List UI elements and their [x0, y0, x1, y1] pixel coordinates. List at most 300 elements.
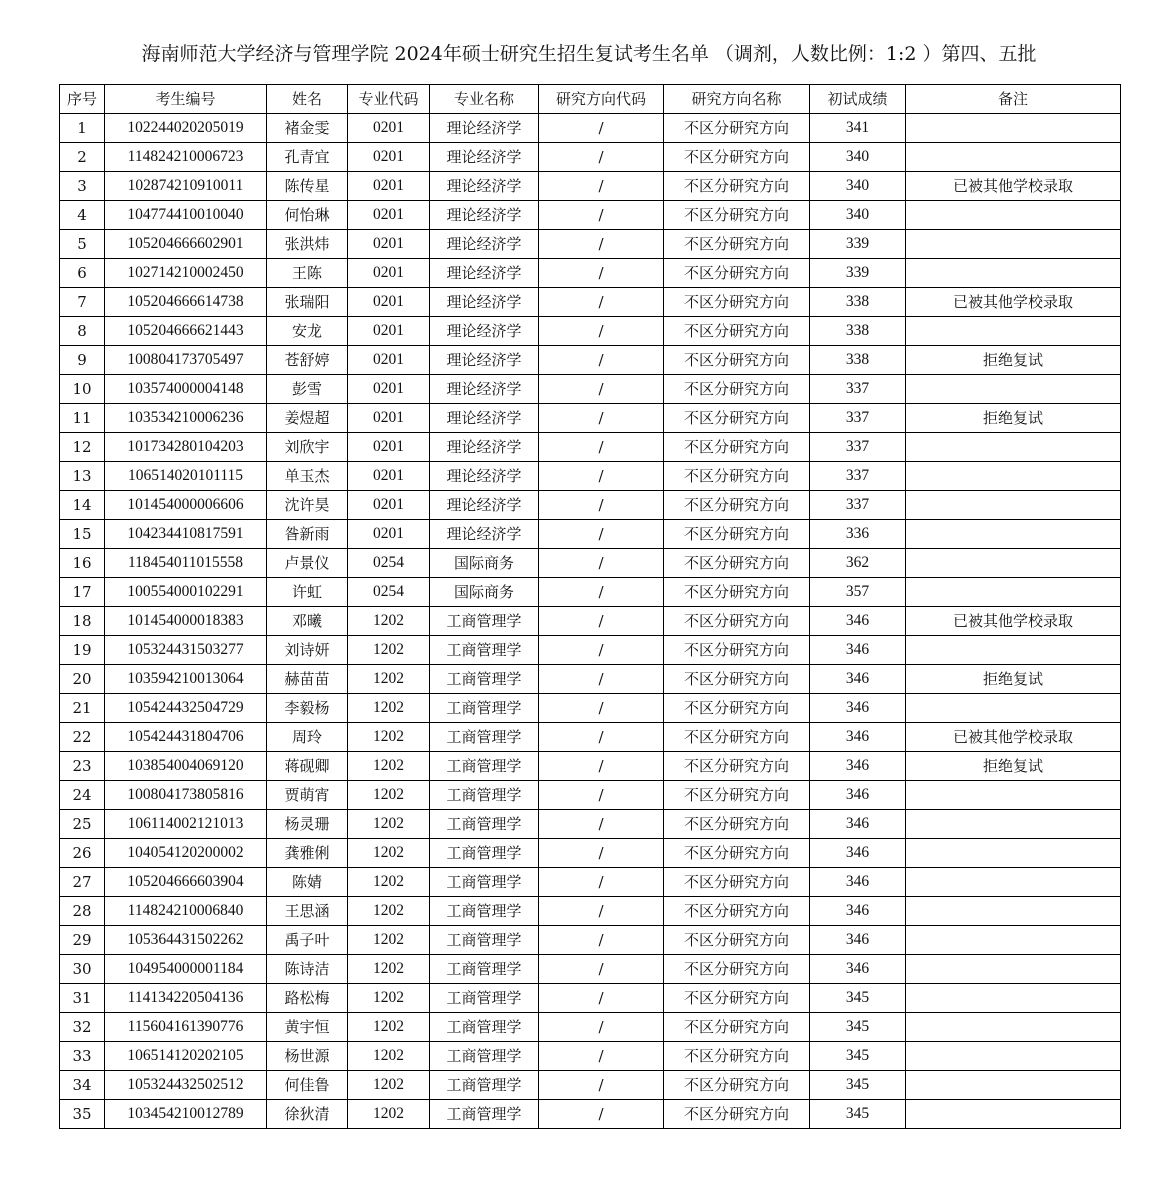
cell-note	[906, 114, 1121, 143]
cell-name: 刘欣宇	[267, 433, 348, 462]
cell-major-code: 1202	[348, 1100, 430, 1129]
cell-note: 拒绝复试	[906, 665, 1121, 694]
table-row	[60, 404, 1121, 433]
cell-candidate-id: 104774410010040	[105, 201, 267, 230]
cell-note: 已被其他学校录取	[906, 288, 1121, 317]
cell-candidate-id: 105324432502512	[105, 1071, 267, 1100]
table-row	[60, 1071, 1121, 1100]
cell-note: 已被其他学校录取	[906, 607, 1121, 636]
candidate-table	[59, 84, 1121, 1129]
cell-major-name: 工商管理学	[430, 1042, 539, 1071]
cell-name: 陈诗洁	[267, 955, 348, 984]
cell-score: 336	[810, 520, 906, 549]
cell-no: 5	[60, 230, 105, 259]
table-row	[60, 810, 1121, 839]
table-row	[60, 259, 1121, 288]
cell-no: 31	[60, 984, 105, 1013]
cell-candidate-id: 114824210006840	[105, 897, 267, 926]
cell-direction-code: /	[539, 1100, 664, 1129]
cell-direction-code: /	[539, 665, 664, 694]
table-row	[60, 346, 1121, 375]
cell-direction-code: /	[539, 636, 664, 665]
cell-direction-name: 不区分研究方向	[664, 955, 810, 984]
cell-major-name: 理论经济学	[430, 143, 539, 172]
cell-name: 苍舒婷	[267, 346, 348, 375]
cell-candidate-id: 115604161390776	[105, 1013, 267, 1042]
cell-major-code: 1202	[348, 1013, 430, 1042]
header-direction-name: 研究方向名称	[664, 85, 810, 114]
cell-name: 卢景仪	[267, 549, 348, 578]
cell-note	[906, 375, 1121, 404]
cell-major-code: 1202	[348, 665, 430, 694]
cell-major-name: 理论经济学	[430, 491, 539, 520]
cell-no: 19	[60, 636, 105, 665]
cell-major-code: 1202	[348, 636, 430, 665]
cell-no: 26	[60, 839, 105, 868]
cell-major-code: 0201	[348, 491, 430, 520]
cell-candidate-id: 104954000001184	[105, 955, 267, 984]
cell-direction-name: 不区分研究方向	[664, 462, 810, 491]
cell-note	[906, 694, 1121, 723]
cell-candidate-id: 114824210006723	[105, 143, 267, 172]
cell-no: 17	[60, 578, 105, 607]
cell-candidate-id: 105204666602901	[105, 230, 267, 259]
table-row	[60, 839, 1121, 868]
cell-no: 2	[60, 143, 105, 172]
cell-name: 张洪炜	[267, 230, 348, 259]
cell-no: 13	[60, 462, 105, 491]
cell-score: 341	[810, 114, 906, 143]
cell-direction-name: 不区分研究方向	[664, 172, 810, 201]
cell-score: 345	[810, 1042, 906, 1071]
cell-direction-code: /	[539, 926, 664, 955]
cell-note	[906, 578, 1121, 607]
table-row	[60, 375, 1121, 404]
cell-score: 346	[810, 868, 906, 897]
cell-major-name: 工商管理学	[430, 868, 539, 897]
cell-note	[906, 462, 1121, 491]
table-row	[60, 607, 1121, 636]
cell-no: 30	[60, 955, 105, 984]
cell-direction-name: 不区分研究方向	[664, 839, 810, 868]
cell-major-code: 1202	[348, 897, 430, 926]
cell-direction-name: 不区分研究方向	[664, 1071, 810, 1100]
cell-major-name: 工商管理学	[430, 665, 539, 694]
cell-direction-code: /	[539, 781, 664, 810]
cell-no: 18	[60, 607, 105, 636]
cell-major-code: 0201	[348, 375, 430, 404]
cell-no: 25	[60, 810, 105, 839]
cell-name: 周玲	[267, 723, 348, 752]
cell-major-code: 0201	[348, 433, 430, 462]
header-direction-code: 研究方向代码	[539, 85, 664, 114]
cell-candidate-id: 102714210002450	[105, 259, 267, 288]
cell-score: 346	[810, 752, 906, 781]
header-note: 备注	[906, 85, 1121, 114]
table-row	[60, 868, 1121, 897]
cell-candidate-id: 103594210013064	[105, 665, 267, 694]
cell-major-name: 工商管理学	[430, 839, 539, 868]
cell-no: 33	[60, 1042, 105, 1071]
cell-candidate-id: 114134220504136	[105, 984, 267, 1013]
cell-major-name: 工商管理学	[430, 1013, 539, 1042]
cell-no: 22	[60, 723, 105, 752]
table-row	[60, 1100, 1121, 1129]
cell-direction-name: 不区分研究方向	[664, 636, 810, 665]
cell-no: 3	[60, 172, 105, 201]
cell-direction-code: /	[539, 984, 664, 1013]
cell-name: 禹子叶	[267, 926, 348, 955]
cell-note	[906, 520, 1121, 549]
cell-score: 345	[810, 1100, 906, 1129]
table-row	[60, 520, 1121, 549]
cell-direction-code: /	[539, 955, 664, 984]
cell-direction-code: /	[539, 694, 664, 723]
cell-major-code: 0201	[348, 172, 430, 201]
table-body	[60, 114, 1121, 1129]
cell-candidate-id: 103454210012789	[105, 1100, 267, 1129]
cell-no: 34	[60, 1071, 105, 1100]
table-row	[60, 462, 1121, 491]
cell-candidate-id: 106114002121013	[105, 810, 267, 839]
cell-no: 1	[60, 114, 105, 143]
cell-major-name: 理论经济学	[430, 201, 539, 230]
table-row	[60, 636, 1121, 665]
cell-note	[906, 868, 1121, 897]
cell-score: 345	[810, 984, 906, 1013]
cell-direction-name: 不区分研究方向	[664, 897, 810, 926]
table-row	[60, 955, 1121, 984]
table-row	[60, 143, 1121, 172]
cell-score: 346	[810, 723, 906, 752]
cell-major-name: 理论经济学	[430, 520, 539, 549]
cell-note: 已被其他学校录取	[906, 723, 1121, 752]
cell-major-name: 工商管理学	[430, 723, 539, 752]
cell-name: 姜煜超	[267, 404, 348, 433]
cell-no: 16	[60, 549, 105, 578]
cell-score: 340	[810, 201, 906, 230]
cell-direction-code: /	[539, 375, 664, 404]
cell-direction-code: /	[539, 433, 664, 462]
cell-major-name: 理论经济学	[430, 230, 539, 259]
table-row	[60, 201, 1121, 230]
cell-major-code: 1202	[348, 810, 430, 839]
cell-score: 346	[810, 955, 906, 984]
cell-no: 35	[60, 1100, 105, 1129]
cell-score: 346	[810, 636, 906, 665]
cell-major-code: 0201	[348, 288, 430, 317]
cell-note	[906, 955, 1121, 984]
table-row	[60, 549, 1121, 578]
cell-candidate-id: 100804173705497	[105, 346, 267, 375]
cell-direction-code: /	[539, 259, 664, 288]
cell-direction-name: 不区分研究方向	[664, 491, 810, 520]
cell-major-name: 工商管理学	[430, 752, 539, 781]
cell-note	[906, 1100, 1121, 1129]
cell-candidate-id: 101454000018383	[105, 607, 267, 636]
cell-direction-name: 不区分研究方向	[664, 723, 810, 752]
cell-score: 346	[810, 897, 906, 926]
cell-direction-name: 不区分研究方向	[664, 984, 810, 1013]
cell-candidate-id: 104234410817591	[105, 520, 267, 549]
cell-name: 孔青宜	[267, 143, 348, 172]
cell-name: 陈传星	[267, 172, 348, 201]
cell-note	[906, 1013, 1121, 1042]
cell-no: 23	[60, 752, 105, 781]
table-row	[60, 926, 1121, 955]
cell-direction-code: /	[539, 607, 664, 636]
cell-score: 338	[810, 346, 906, 375]
cell-direction-name: 不区分研究方向	[664, 317, 810, 346]
cell-name: 许虹	[267, 578, 348, 607]
cell-major-code: 0201	[348, 462, 430, 491]
cell-no: 10	[60, 375, 105, 404]
cell-major-code: 0254	[348, 578, 430, 607]
cell-score: 337	[810, 491, 906, 520]
cell-direction-name: 不区分研究方向	[664, 143, 810, 172]
table-row	[60, 433, 1121, 462]
cell-direction-name: 不区分研究方向	[664, 230, 810, 259]
cell-name: 彭雪	[267, 375, 348, 404]
cell-name: 张瑞阳	[267, 288, 348, 317]
cell-major-code: 0201	[348, 201, 430, 230]
table-row	[60, 578, 1121, 607]
cell-score: 362	[810, 549, 906, 578]
cell-major-name: 工商管理学	[430, 984, 539, 1013]
cell-score: 338	[810, 288, 906, 317]
cell-direction-name: 不区分研究方向	[664, 288, 810, 317]
cell-direction-code: /	[539, 549, 664, 578]
cell-name: 路松梅	[267, 984, 348, 1013]
cell-score: 346	[810, 810, 906, 839]
table-row	[60, 230, 1121, 259]
cell-direction-code: /	[539, 578, 664, 607]
cell-major-name: 理论经济学	[430, 346, 539, 375]
cell-major-name: 国际商务	[430, 549, 539, 578]
cell-direction-code: /	[539, 317, 664, 346]
cell-major-name: 理论经济学	[430, 114, 539, 143]
cell-direction-code: /	[539, 230, 664, 259]
cell-direction-name: 不区分研究方向	[664, 201, 810, 230]
cell-major-code: 1202	[348, 1071, 430, 1100]
cell-note: 拒绝复试	[906, 404, 1121, 433]
cell-direction-name: 不区分研究方向	[664, 346, 810, 375]
cell-name: 邓曦	[267, 607, 348, 636]
cell-major-name: 工商管理学	[430, 955, 539, 984]
cell-candidate-id: 103574000004148	[105, 375, 267, 404]
cell-no: 15	[60, 520, 105, 549]
cell-major-code: 0201	[348, 404, 430, 433]
cell-note	[906, 1042, 1121, 1071]
cell-direction-code: /	[539, 114, 664, 143]
cell-name: 赫苗苗	[267, 665, 348, 694]
cell-name: 单玉杰	[267, 462, 348, 491]
cell-direction-name: 不区分研究方向	[664, 694, 810, 723]
cell-candidate-id: 101454000006606	[105, 491, 267, 520]
cell-candidate-id: 105364431502262	[105, 926, 267, 955]
cell-candidate-id: 103534210006236	[105, 404, 267, 433]
cell-score: 340	[810, 143, 906, 172]
cell-name: 黄宇恒	[267, 1013, 348, 1042]
table-row	[60, 172, 1121, 201]
cell-major-name: 工商管理学	[430, 1100, 539, 1129]
cell-note: 已被其他学校录取	[906, 172, 1121, 201]
cell-score: 337	[810, 433, 906, 462]
cell-candidate-id: 105424432504729	[105, 694, 267, 723]
cell-direction-name: 不区分研究方向	[664, 926, 810, 955]
cell-candidate-id: 100554000102291	[105, 578, 267, 607]
cell-direction-name: 不区分研究方向	[664, 607, 810, 636]
header-name: 姓名	[267, 85, 348, 114]
cell-note	[906, 259, 1121, 288]
cell-direction-name: 不区分研究方向	[664, 1042, 810, 1071]
cell-candidate-id: 105324431503277	[105, 636, 267, 665]
cell-no: 12	[60, 433, 105, 462]
cell-direction-name: 不区分研究方向	[664, 520, 810, 549]
header-no: 序号	[60, 85, 105, 114]
cell-major-code: 0201	[348, 346, 430, 375]
cell-direction-code: /	[539, 868, 664, 897]
cell-direction-code: /	[539, 520, 664, 549]
cell-no: 20	[60, 665, 105, 694]
cell-direction-code: /	[539, 201, 664, 230]
cell-major-name: 理论经济学	[430, 288, 539, 317]
table-row	[60, 114, 1121, 143]
cell-no: 24	[60, 781, 105, 810]
cell-direction-name: 不区分研究方向	[664, 404, 810, 433]
cell-no: 28	[60, 897, 105, 926]
cell-direction-name: 不区分研究方向	[664, 1100, 810, 1129]
cell-major-name: 国际商务	[430, 578, 539, 607]
cell-name: 王陈	[267, 259, 348, 288]
cell-name: 龚雅俐	[267, 839, 348, 868]
cell-no: 27	[60, 868, 105, 897]
table-row	[60, 491, 1121, 520]
cell-score: 337	[810, 404, 906, 433]
cell-candidate-id: 103854004069120	[105, 752, 267, 781]
cell-major-code: 1202	[348, 694, 430, 723]
cell-direction-name: 不区分研究方向	[664, 433, 810, 462]
cell-direction-code: /	[539, 1013, 664, 1042]
cell-candidate-id: 105204666603904	[105, 868, 267, 897]
cell-major-name: 理论经济学	[430, 317, 539, 346]
cell-direction-name: 不区分研究方向	[664, 868, 810, 897]
header-candidate-id: 考生编号	[105, 85, 267, 114]
cell-name: 安龙	[267, 317, 348, 346]
cell-no: 8	[60, 317, 105, 346]
table-row	[60, 1013, 1121, 1042]
cell-no: 11	[60, 404, 105, 433]
table-row	[60, 317, 1121, 346]
cell-major-code: 0254	[348, 549, 430, 578]
cell-direction-code: /	[539, 404, 664, 433]
cell-direction-code: /	[539, 897, 664, 926]
cell-candidate-id: 105204666614738	[105, 288, 267, 317]
cell-score: 345	[810, 1071, 906, 1100]
cell-note	[906, 143, 1121, 172]
cell-major-code: 1202	[348, 752, 430, 781]
cell-name: 贾萌宵	[267, 781, 348, 810]
cell-score: 339	[810, 230, 906, 259]
cell-major-code: 0201	[348, 230, 430, 259]
cell-major-name: 理论经济学	[430, 433, 539, 462]
cell-major-name: 理论经济学	[430, 259, 539, 288]
cell-direction-name: 不区分研究方向	[664, 810, 810, 839]
table-row	[60, 897, 1121, 926]
cell-major-code: 1202	[348, 926, 430, 955]
cell-note: 拒绝复试	[906, 752, 1121, 781]
cell-direction-code: /	[539, 462, 664, 491]
document-title: 海南师范大学经济与管理学院 2024年硕士研究生招生复试考生名单 （调剂，人数比例：1:2 ）第四、五批	[141, 43, 1037, 65]
table-row	[60, 723, 1121, 752]
cell-score: 346	[810, 781, 906, 810]
cell-candidate-id: 102244020205019	[105, 114, 267, 143]
cell-candidate-id: 105204666621443	[105, 317, 267, 346]
cell-note	[906, 897, 1121, 926]
cell-direction-name: 不区分研究方向	[664, 114, 810, 143]
table-row	[60, 781, 1121, 810]
cell-direction-name: 不区分研究方向	[664, 578, 810, 607]
cell-name: 杨灵珊	[267, 810, 348, 839]
table-row	[60, 694, 1121, 723]
cell-name: 何佳鲁	[267, 1071, 348, 1100]
cell-candidate-id: 105424431804706	[105, 723, 267, 752]
cell-major-code: 1202	[348, 955, 430, 984]
table-row	[60, 984, 1121, 1013]
cell-score: 346	[810, 839, 906, 868]
cell-major-name: 理论经济学	[430, 172, 539, 201]
cell-note	[906, 549, 1121, 578]
cell-major-code: 0201	[348, 317, 430, 346]
cell-direction-code: /	[539, 839, 664, 868]
cell-no: 32	[60, 1013, 105, 1042]
cell-name: 李毅杨	[267, 694, 348, 723]
cell-direction-name: 不区分研究方向	[664, 781, 810, 810]
cell-direction-code: /	[539, 346, 664, 375]
cell-major-code: 1202	[348, 607, 430, 636]
cell-major-code: 1202	[348, 868, 430, 897]
cell-direction-code: /	[539, 143, 664, 172]
cell-note	[906, 810, 1121, 839]
cell-score: 345	[810, 1013, 906, 1042]
header-score: 初试成绩	[810, 85, 906, 114]
cell-candidate-id: 118454011015558	[105, 549, 267, 578]
cell-name: 徐狄清	[267, 1100, 348, 1129]
cell-no: 21	[60, 694, 105, 723]
cell-major-name: 工商管理学	[430, 1071, 539, 1100]
cell-major-name: 工商管理学	[430, 781, 539, 810]
cell-direction-name: 不区分研究方向	[664, 665, 810, 694]
cell-note	[906, 433, 1121, 462]
cell-direction-code: /	[539, 723, 664, 752]
cell-major-name: 理论经济学	[430, 375, 539, 404]
cell-no: 7	[60, 288, 105, 317]
cell-note	[906, 984, 1121, 1013]
cell-name: 褚金雯	[267, 114, 348, 143]
cell-name: 刘诗妍	[267, 636, 348, 665]
header-major-name: 专业名称	[430, 85, 539, 114]
cell-note	[906, 839, 1121, 868]
cell-note	[906, 491, 1121, 520]
cell-score: 346	[810, 694, 906, 723]
cell-note	[906, 317, 1121, 346]
cell-direction-code: /	[539, 288, 664, 317]
cell-no: 29	[60, 926, 105, 955]
cell-note	[906, 1071, 1121, 1100]
cell-major-code: 0201	[348, 259, 430, 288]
cell-note	[906, 781, 1121, 810]
cell-major-name: 工商管理学	[430, 636, 539, 665]
